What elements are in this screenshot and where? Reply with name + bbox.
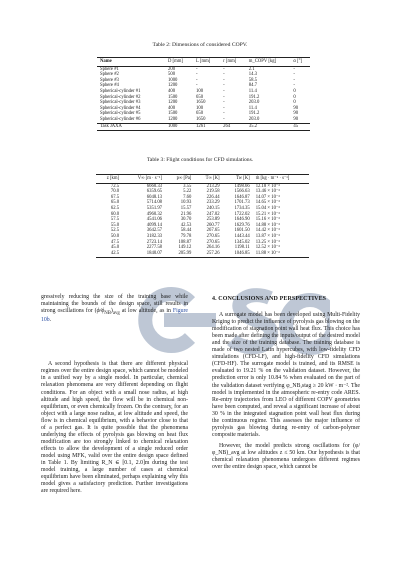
right-paragraph-1: A surrogate model has been developed using Multi-Fidelity Kriging to predict the influence of pyrolysis gas blowing on the modification of stagnation point wall heat flux. This choice has been made after defining the inputs/output of the desired model and the size of the training database. The training database is made of two nested Latin hypercubes, with low-fidelity CFD simulations (CFD-LF), and high-fidelity CFD simulations (CFD-HF). The surrogate model is trained, and its RMSE is evaluated to 19.21 % on the validation dataset. However, the prediction error is only 10.84 % when evaluated on the part of the validation dataset verifying φ_NB,stag ≥ 20 kW · m⁻². The model is implemented in the atmospheric re-entry code ARES. Re-entry trajectories from LEO of different COPV geometries have been computed, and reveal a significant increase of about 30 % in the integrated stagnation point wall heat flux during the continuous regime. This assesses the major influence of pyrolysis gas blowing during re-entry of carbon-polymer composite materials. [212,312,360,438]
table2-cell: Sphere #1 [100,66,119,72]
table3-cell: 57.5 [110,217,120,223]
table3-cell: 15.57 [180,205,192,211]
table2-cell: - [293,77,295,83]
table2-cell: 500 [168,72,176,78]
table3-cell: 3.55 [183,183,192,189]
table3-cell: 14.42 × 10⁻³ [255,228,280,234]
table2-cell: 11.4 [248,105,257,111]
table3-flight-conditions [96,174,309,258]
table3-cell: 12.18 × 10⁻³ [255,183,280,189]
table3-cell: 60.0 [110,211,120,217]
table3-header-row [96,175,309,184]
table3-cell: 264.16 [206,245,220,251]
table2-cell: - [223,66,225,72]
table2-cell: - [223,83,225,89]
table3-cell: 4960.32 [146,211,163,217]
table3-cell: 2723.14 [146,239,163,245]
table3-cell: 149.12 [178,245,192,251]
table2-cell: Task JAXA [97,123,165,131]
table2-cell: 1650 [196,100,206,106]
table2-cell: Spherical-cylinder #4 [100,105,141,111]
table3-cell: 4099.14 [146,222,163,228]
table2-caption: Table 2: Dimensions of considered COPV. [152,42,248,48]
table2-cell: 11.4 [248,88,257,94]
table2-cell: 0 [293,88,296,94]
table3-cell: 6359.65 [146,189,163,195]
table3-cell: 1198.11 [234,245,250,251]
table2-cell: 1650 [196,116,206,122]
table2-cell: 650 [196,111,204,117]
table2-header-diameter: D [mm] [165,58,193,67]
table3-cell: 15.21 × 10⁻³ [255,211,280,217]
table2-cell: 1200 [168,100,178,106]
table3-cell: 1566.63 [234,189,250,195]
table2-cell: - [223,72,225,78]
table2-header-length: L [mm] [193,58,220,67]
table2-cell: 35.2 [246,123,291,131]
table3-cell: 5714.08 [146,200,163,206]
table3-header-mass-flow: ṁ [kg · m⁻² · s⁻¹] [253,175,309,184]
right-column [212,296,360,471]
table3-cell: 1646.90 [234,217,250,223]
table2-cell: - [223,77,225,83]
table2-cell: Sphere #2 [100,72,119,78]
table2-header-radius: r [mm] [220,58,246,67]
left-column [41,294,188,495]
table3-cell: 14.65 × 10⁻³ [255,200,280,206]
table2-header-row [97,58,310,67]
table3-cell: 30.70 [180,217,192,223]
table3-cell: 219.58 [206,189,220,195]
table3-cell: 257.26 [194,251,222,258]
table3-row [96,251,309,258]
table3-cell: 1646.87 [234,194,250,200]
table3-cell: 50.0 [110,233,120,239]
table3-cell: 42.53 [180,222,192,228]
table3-cell: 72.5 [110,183,120,189]
table3-header-temperature: T∞ [K] [194,175,222,184]
table2-cell: 58.5 [248,77,257,83]
table3-cell: 5.22 [183,189,192,195]
table3-cell: 70.0 [110,189,120,195]
section-heading-conclusions: 4. CONCLUSIONS AND PERSPECTIVES [212,296,327,302]
table3-cell: 15.04 × 10⁻³ [255,205,280,211]
table2-cell: 1200 [168,116,178,122]
table3-cell: 205.99 [165,251,194,258]
table3-cell: 58.44 [180,228,192,234]
table2-cell: 84.7 [248,83,257,89]
table3-cell: 13.46 × 10⁻³ [255,189,280,195]
table2-cell: 264 [220,123,246,131]
table2-cell: - [196,72,198,78]
table2-cell: - [293,66,295,72]
table2-cell: Spherical-cylinder #2 [100,94,141,100]
table3-cell: 47.5 [110,239,120,245]
table3-cell: 260.77 [206,222,220,228]
table3-cell: 12.52 × 10⁻³ [255,245,280,251]
table3-header-velocity: V∞ [m · s⁻¹] [122,175,165,184]
table2-cell: 203.0 [248,100,260,106]
table2-copv-dimensions [97,57,310,131]
table2-cell: 0 [293,100,296,106]
table2-cell: 1000 [168,77,178,83]
table3-cell: 13.87 × 10⁻³ [255,233,280,239]
table3-cell: 1046.85 [223,251,253,258]
table2-cell: 400 [168,105,176,111]
table2-cell: 1500 [168,111,178,117]
table3-cell: 15.16 × 10⁻³ [255,217,280,223]
table2-header-mass: m_COPV [kg] [246,58,291,67]
table3-cell: 1701.73 [234,200,250,206]
table2-row [97,123,310,131]
table3-header-wall-temperature: Tw [K] [223,175,253,184]
table3-cell: 10.93 [180,200,192,206]
table3-cell: 270.65 [206,239,220,245]
table3-cell: 3182.33 [146,233,163,239]
table2-cell: 90 [293,111,299,117]
table2-cell: 191.2 [248,111,260,117]
table2-cell: 203.0 [248,116,260,122]
table2-cell: 650 [196,94,204,100]
table3-cell: 253.89 [206,217,220,223]
table3-cell: 13.25 × 10⁻³ [255,239,280,245]
table2-cell: Sphere #4 [100,83,119,89]
table3-cell: 6660.33 [146,183,163,189]
table2-cell: - [223,105,225,111]
table2-header-angle: α [°] [290,58,310,67]
table3-cell: 1601.50 [234,228,250,234]
table2-cell: 0 [293,94,296,100]
table2-cell: - [223,111,225,117]
table2-cell: Spherical-cylinder #3 [100,100,141,106]
table3-cell: 4541.06 [146,217,163,223]
table2-cell: 1200 [168,83,178,89]
table3-cell: 2277.58 [146,245,163,251]
table3-cell: 1840.07 [122,251,165,258]
table2-cell: Spherical-cylinder #5 [100,111,141,117]
table2-cell: - [196,77,198,83]
table3-header-altitude: z [km] [96,175,122,184]
left-paragraph-2: A second hypothesis is that there are different physical regimes over the entire design space, which cannot be modeled in a unified way by a single model. In particular, chemical relaxation phenomena are very different depending on flight conditions. For an object with a small nose radius, at high altitude and high speed, the flow will be in chemical non-equilibrium, or even chemically frozen. On the contrary, for an object with a large nose radius, at low altitude and speed, the flow is in chemical equilibrium, with a behavior close to that of a perfect gas. It is quite possible that the phenomena underlying the effects of pyrolysis gas blowing on heat flux modification are too strongly linked to chemical relaxation effects to allow the development of a single reduced order model using MFK, valid over the entire design space defined in Table 1. By limiting R_N ∈ [0.1, 2.0]m during the test model training, a large number of cases at chemical equilibrium have been eliminated, perhaps explaining why this model gives a satisfactory prediction. Further investigations are required here. [41,361,188,495]
table3-cell: 1734.35 [234,205,250,211]
table3-cell: 213.29 [206,183,220,189]
table3-cell: 226.44 [206,194,220,200]
table2-cell: 1261 [193,123,220,131]
table2-cell: 191.2 [248,94,260,100]
table2-cell: 400 [168,88,176,94]
table3-cell: 14.88 × 10⁻³ [255,222,280,228]
table2-cell: 200 [168,66,176,72]
table2-cell: - [223,94,225,100]
table3-cell: 79.78 [180,233,192,239]
table2-cell: 1000 [165,123,193,131]
table2-cell: 14.3 [248,72,257,78]
table2-cell: 100 [196,88,204,94]
table3-cell: 240.15 [206,205,220,211]
table3-cell: 14.07 × 10⁻³ [255,194,280,200]
table3-caption: Table 3: Flight conditions for CFD simulations. [146,157,254,163]
table2-cell: - [223,116,225,122]
table3-cell: 65.0 [110,200,120,206]
table2-cell: - [196,66,198,72]
table3-cell: 55.0 [110,222,120,228]
table2-cell: - [196,83,198,89]
table3-cell: 1443.44 [234,233,250,239]
table2-cell: 2.1 [248,66,255,72]
table2-cell: - [223,88,225,94]
table3-cell: 67.5 [110,194,120,200]
table2-cell: Spherical-cylinder #6 [100,116,141,122]
left-paragraph-1: gressively reducing the size of the training base while maintaining the bounds of the design space, still results in strong oscillations for $(\phi/\phi_{NB})_{avg}$ at low altitude, as in Figure 10b. [41,294,189,324]
table3-cell: 6048.13 [146,194,163,200]
table3-cell: 1345.02 [234,239,250,245]
table2-cell: - [223,100,225,106]
figure-10b-link[interactable]: Figure 10b [41,308,189,324]
table2-cell: 90 [293,105,299,111]
table3-cell: 108.87 [178,239,192,245]
table3-cell: 270.65 [206,233,220,239]
table3-header-pressure: p∞ [Pa] [165,175,194,184]
table2-cell: 90 [293,116,299,122]
table2-cell: 100 [196,105,204,111]
table3-cell: 267.65 [206,228,220,234]
table3-cell: 62.5 [110,205,120,211]
table3-cell: 1722.02 [234,211,250,217]
table3-cell: 42.5 [96,251,122,258]
table3-cell: 52.5 [110,228,120,234]
right-paragraph-2: However, the model predicts strong oscillations for (φ/φ_NB)_avg at low altitudes z ≤ 50 km. Our hypothesis is that chemical relaxation phenomena undergoes different regimes over the entire design space, which cannot be [212,442,360,471]
table2-cell: Spherical-cylinder #1 [100,88,141,94]
table2-cell: - [293,72,295,78]
table3-cell: 1629.76 [234,222,250,228]
table3-cell: 247.02 [206,211,220,217]
table2-cell: 1500 [168,94,178,100]
table2-cell: - [293,83,295,89]
table2-cell: 45 [290,123,310,131]
table3-cell: 1498.66 [234,183,250,189]
table3-cell: 21.96 [180,211,192,217]
table3-cell: 7.60 [183,194,192,200]
table2-cell: Sphere #3 [100,77,119,83]
table3-cell: 5351.97 [146,205,163,211]
table3-cell: 3642.57 [146,228,163,234]
table3-cell: 233.29 [206,200,220,206]
table2-header-name: Name [97,58,165,67]
table3-cell: 11.88 × 10⁻³ [253,251,309,258]
table3-cell: 45.0 [110,245,120,251]
